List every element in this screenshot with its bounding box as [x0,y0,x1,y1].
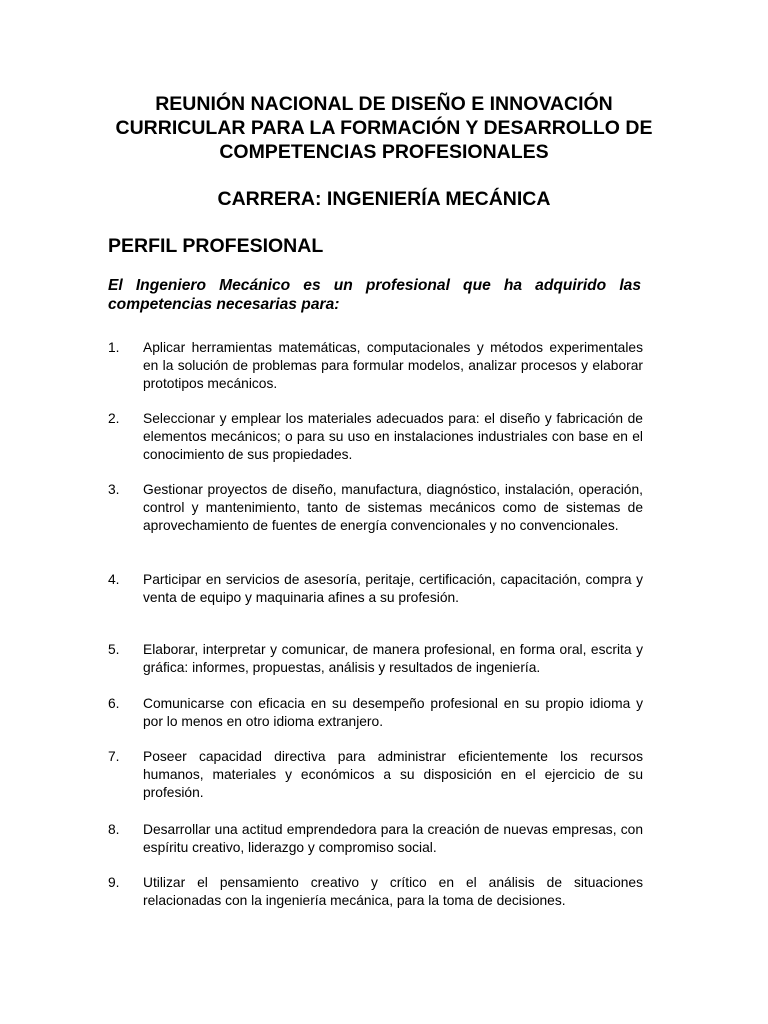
list-text: Seleccionar y emplear los materiales adecuados para: el diseño y fabricación de elementos mecánicos; o para su uso en instalaciones industriales con base en el conocimiento de sus propiedades. [143,411,643,462]
list-item-2 [108,410,643,464]
list-item-4 [108,571,643,607]
list-item-8 [108,821,643,857]
list-text: Participar en servicios de asesoría, peritaje, certificación, capacitación, compra y venta de equipo y maquinaria afines a su profesión. [143,572,643,605]
list-number: 1. [108,340,120,355]
title-line-2: CURRICULAR PARA LA FORMACIÓN Y DESARROLLO DE [115,117,653,139]
list-text: Aplicar herramientas matemáticas, computacionales y métodos experimentales en la solución de problemas para formular modelos, analizar procesos y elaborar prototipos mecánicos. [143,340,643,391]
list-item-1 [108,339,643,393]
section-heading: PERFIL PROFESIONAL [108,235,324,257]
list-item-3 [108,481,643,535]
list-number: 3. [108,482,120,497]
list-text: Gestionar proyectos de diseño, manufactura, diagnóstico, instalación, operación, control y mantenimiento, tanto de sistemas mecánicos como de sistemas de aprovechamiento de fuentes de energía convencionales y no convencionales. [143,482,643,533]
list-number: 9. [108,875,120,890]
list-text: Comunicarse con eficacia en su desempeño profesional en su propio idioma y por lo menos en otro idioma extranjero. [143,696,643,729]
document-title [60,92,708,164]
career-heading: CARRERA: INGENIERÍA MECÁNICA [217,188,551,210]
list-item-9 [108,874,643,910]
list-text: Elaborar, interpretar y comunicar, de manera profesional, en forma oral, escrita y gráfica: informes, propuestas, análisis y resultados de ingeniería. [143,642,643,675]
list-number: 2. [108,411,120,426]
list-text: Desarrollar una actitud emprendedora para la creación de nuevas empresas, con espíritu creativo, liderazgo y compromiso social. [143,822,643,855]
list-item-5 [108,641,643,677]
title-line-1: REUNIÓN NACIONAL DE DISEÑO E INNOVACIÓN [155,93,613,115]
title-line-3: COMPETENCIAS PROFESIONALES [219,141,549,163]
list-item-6 [108,695,643,731]
list-text: Utilizar el pensamiento creativo y crítico en el análisis de situaciones relacionadas con la ingeniería mecánica, para la toma de decisiones. [143,875,643,908]
list-number: 8. [108,822,120,837]
list-number: 6. [108,696,120,711]
list-number: 4. [108,572,120,587]
intro-paragraph: El Ingeniero Mecánico es un profesional que ha adquirido las competencias necesarias para: [108,277,641,313]
list-number: 7. [108,749,120,764]
list-number: 5. [108,642,120,657]
list-text: Poseer capacidad directiva para administrar eficientemente los recursos humanos, materiales y económicos a su disposición en el ejercicio de su profesión. [143,749,643,800]
list-item-7 [108,748,643,802]
